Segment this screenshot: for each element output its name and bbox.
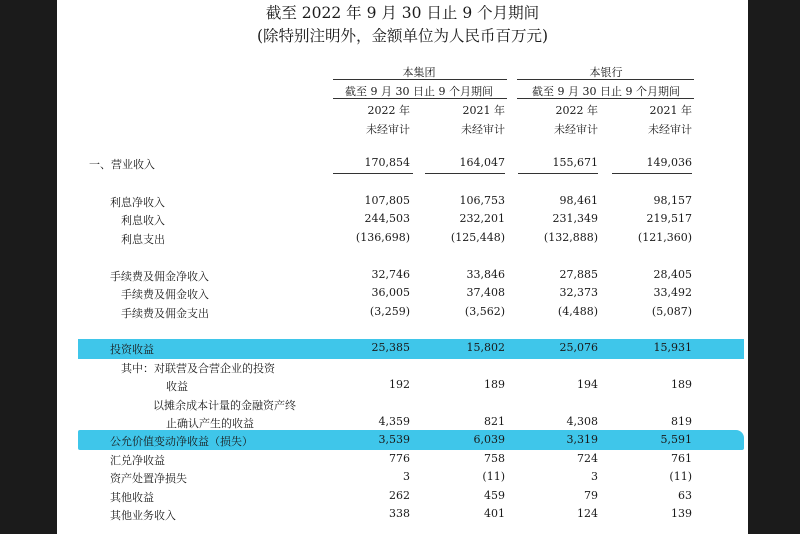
row-label: 汇兑净收益 (110, 454, 165, 467)
cell: (132,888) (543, 231, 598, 244)
cell: (136,698) (355, 231, 410, 244)
revenue-rule-4 (612, 173, 692, 174)
table-row (0, 397, 748, 413)
row-label: 一、营业收入 (89, 158, 155, 171)
cell: 36,005 (371, 286, 410, 299)
cell: 194 (577, 378, 598, 391)
cell: 27,885 (559, 268, 598, 281)
revenue-rule-3 (518, 173, 598, 174)
cell: (3,562) (464, 305, 505, 318)
cell: 25,076 (559, 341, 598, 354)
row-label: 手续费及佣金支出 (121, 307, 209, 320)
cell: 170,854 (364, 156, 410, 169)
row-label: 资产处置净损失 (110, 472, 187, 485)
table-row (0, 268, 748, 284)
row-label: 以摊余成本计量的金融资产终 (153, 399, 296, 412)
cell: (125,448) (450, 231, 505, 244)
cell: 761 (671, 452, 692, 465)
cell: 821 (484, 415, 505, 428)
table-row (0, 489, 748, 505)
bank-header: 本银行 (589, 66, 623, 79)
table-row (0, 433, 748, 449)
row-label: 利息支出 (121, 233, 165, 246)
cell: (4,488) (557, 305, 598, 318)
bank-period-rule (517, 98, 694, 99)
cell: 776 (389, 452, 410, 465)
statement-subtitle: (除特别注明外，金额单位为人民币百万元) (256, 27, 549, 45)
cell: 98,461 (559, 194, 598, 207)
group-period-header: 截至 9 月 30 日止 9 个月期间 (345, 85, 493, 98)
cell: 758 (484, 452, 505, 465)
cell: 28,405 (653, 268, 692, 281)
row-label: 利息收入 (121, 214, 165, 227)
year-header-2: 2021 年 (462, 104, 505, 117)
group-period-rule (333, 98, 507, 99)
cell: 4,359 (378, 415, 410, 428)
cell: 15,931 (653, 341, 692, 354)
cell: 79 (584, 489, 598, 502)
cell: 164,047 (459, 156, 505, 169)
cell: 37,408 (466, 286, 505, 299)
cell: (5,087) (651, 305, 692, 318)
cell: 724 (577, 452, 598, 465)
cell: 32,746 (371, 268, 410, 281)
cell: 15,802 (466, 341, 505, 354)
cell: 33,492 (653, 286, 692, 299)
audit-header-2: 未经审计 (461, 123, 505, 136)
cell: 155,671 (552, 156, 598, 169)
table-row (0, 231, 748, 247)
cell: 244,503 (364, 212, 410, 225)
cell: 232,201 (459, 212, 505, 225)
audit-header-1: 未经审计 (366, 123, 410, 136)
table-row (0, 156, 748, 172)
table-row (0, 194, 748, 210)
cell: (3,259) (369, 305, 410, 318)
cell: 3 (403, 470, 410, 483)
cell: 107,805 (364, 194, 410, 207)
table-row (0, 212, 748, 228)
row-label: 公允价值变动净收益（损失） (110, 435, 253, 448)
table-row (0, 341, 748, 357)
row-label: 利息净收入 (110, 196, 165, 209)
cell: 3,539 (378, 433, 410, 446)
audit-header-4: 未经审计 (648, 123, 692, 136)
cell: 33,846 (466, 268, 505, 281)
cell: 262 (389, 489, 410, 502)
cell: (11) (482, 470, 505, 483)
cell: 819 (671, 415, 692, 428)
cell: 32,373 (559, 286, 598, 299)
row-label: 投资收益 (110, 343, 154, 356)
table-row (0, 415, 748, 431)
cell: 189 (484, 378, 505, 391)
revenue-rule-1 (333, 173, 413, 174)
cell: 124 (577, 507, 598, 520)
cell: 106,753 (459, 194, 505, 207)
right-dark-border (748, 0, 800, 534)
group-header-rule (333, 79, 507, 80)
cell: 3 (591, 470, 598, 483)
table-row (0, 507, 748, 523)
cell: 25,385 (371, 341, 410, 354)
cell: (11) (669, 470, 692, 483)
cell: 401 (484, 507, 505, 520)
cell: 219,517 (646, 212, 692, 225)
table-row (0, 470, 748, 486)
cell: 149,036 (646, 156, 692, 169)
row-label: 止确认产生的收益 (166, 417, 254, 430)
row-label: 其他业务收入 (110, 509, 176, 522)
cell: 192 (389, 378, 410, 391)
year-header-3: 2022 年 (555, 104, 598, 117)
table-row (0, 452, 748, 468)
table-row (0, 305, 748, 321)
table-row (0, 360, 748, 376)
audit-header-3: 未经审计 (554, 123, 598, 136)
bank-header-rule (517, 79, 694, 80)
table-row (0, 378, 748, 394)
cell: 98,157 (653, 194, 692, 207)
cell: 63 (678, 489, 692, 502)
cell: 139 (671, 507, 692, 520)
revenue-rule-2 (425, 173, 505, 174)
cell: 231,349 (552, 212, 598, 225)
bank-period-header: 截至 9 月 30 日止 9 个月期间 (532, 85, 680, 98)
group-header: 本集团 (402, 66, 436, 79)
cell: 6,039 (473, 433, 505, 446)
cell: 459 (484, 489, 505, 502)
year-header-4: 2021 年 (649, 104, 692, 117)
cell: 5,591 (660, 433, 692, 446)
row-label: 其中：对联营及合营企业的投资 (121, 362, 275, 375)
row-label: 其他收益 (110, 491, 154, 504)
cell: 338 (389, 507, 410, 520)
statement-title: 截至 2022 年 9 月 30 日止 9 个月期间 (265, 4, 540, 22)
row-label: 手续费及佣金净收入 (110, 270, 209, 283)
cell: 4,308 (566, 415, 598, 428)
cell: 189 (671, 378, 692, 391)
row-label: 手续费及佣金收入 (121, 288, 209, 301)
row-label: 收益 (166, 380, 188, 393)
cell: 3,319 (566, 433, 598, 446)
year-header-1: 2022 年 (367, 104, 410, 117)
table-row (0, 286, 748, 302)
cell: (121,360) (637, 231, 692, 244)
